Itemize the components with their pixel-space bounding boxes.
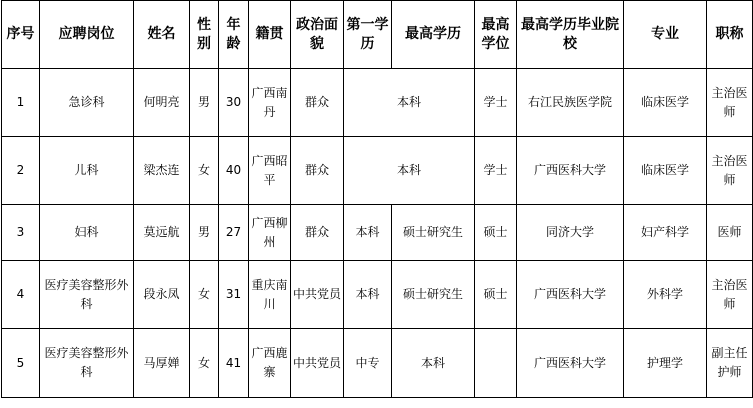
- header-seq: 序号: [2, 1, 40, 69]
- cell-political: 群众: [291, 69, 344, 137]
- cell-title: 医师: [707, 205, 753, 261]
- cell-school: 广西医科大学: [517, 137, 624, 205]
- cell-seq: 4: [2, 261, 40, 329]
- cell-education: 本科: [344, 69, 475, 137]
- cell-education: 本科: [344, 137, 475, 205]
- header-school: 最高学历毕业院校: [517, 1, 624, 69]
- cell-age: 30: [219, 69, 249, 137]
- cell-highest-edu: 硕士研究生: [392, 205, 475, 261]
- header-age: 年龄: [219, 1, 249, 69]
- cell-political: 中共党员: [291, 261, 344, 329]
- cell-age: 27: [219, 205, 249, 261]
- cell-origin: 重庆南川: [249, 261, 291, 329]
- cell-title: 主治医师: [707, 69, 753, 137]
- header-row: [2, 1, 753, 69]
- cell-major: 临床医学: [624, 137, 707, 205]
- cell-major: 护理学: [624, 329, 707, 398]
- cell-degree: 硕士: [475, 261, 517, 329]
- cell-degree: [475, 329, 517, 398]
- header-highest-edu: 最高学历: [392, 1, 475, 69]
- cell-age: 40: [219, 137, 249, 205]
- cell-degree: 学士: [475, 137, 517, 205]
- cell-school: 同济大学: [517, 205, 624, 261]
- header-political: 政治面貌: [291, 1, 344, 69]
- cell-political: 群众: [291, 205, 344, 261]
- cell-origin: 广西昭平: [249, 137, 291, 205]
- table-row: [2, 205, 753, 261]
- cell-title: 主治医师: [707, 261, 753, 329]
- cell-major: 外科学: [624, 261, 707, 329]
- cell-title: 副主任护师: [707, 329, 753, 398]
- header-name: 姓名: [134, 1, 190, 69]
- cell-major: 临床医学: [624, 69, 707, 137]
- cell-position: 儿科: [40, 137, 134, 205]
- cell-title: 主治医师: [707, 137, 753, 205]
- cell-political: 中共党员: [291, 329, 344, 398]
- cell-school: 广西医科大学: [517, 261, 624, 329]
- cell-first-edu: 本科: [344, 261, 392, 329]
- cell-gender: 女: [190, 137, 219, 205]
- cell-first-edu: 本科: [344, 205, 392, 261]
- cell-position: 妇科: [40, 205, 134, 261]
- cell-position: 急诊科: [40, 69, 134, 137]
- cell-degree: 硕士: [475, 205, 517, 261]
- header-gender: 性别: [190, 1, 219, 69]
- header-major: 专业: [624, 1, 707, 69]
- cell-gender: 女: [190, 261, 219, 329]
- table-row: [2, 137, 753, 205]
- cell-name: 马厚婵: [134, 329, 190, 398]
- cell-seq: 1: [2, 69, 40, 137]
- cell-name: 段永凤: [134, 261, 190, 329]
- cell-gender: 女: [190, 329, 219, 398]
- header-position: 应聘岗位: [40, 1, 134, 69]
- cell-highest-edu: 硕士研究生: [392, 261, 475, 329]
- cell-name: 梁杰连: [134, 137, 190, 205]
- cell-school: 右江民族医学院: [517, 69, 624, 137]
- table-row: [2, 261, 753, 329]
- table-row: [2, 329, 753, 398]
- cell-position: 医疗美容整形外科: [40, 261, 134, 329]
- header-highest-degree: 最高学位: [475, 1, 517, 69]
- cell-major: 妇产科学: [624, 205, 707, 261]
- cell-age: 41: [219, 329, 249, 398]
- cell-gender: 男: [190, 69, 219, 137]
- cell-political: 群众: [291, 137, 344, 205]
- cell-seq: 5: [2, 329, 40, 398]
- cell-age: 31: [219, 261, 249, 329]
- cell-origin: 广西柳州: [249, 205, 291, 261]
- cell-position: 医疗美容整形外科: [40, 329, 134, 398]
- cell-first-edu: 中专: [344, 329, 392, 398]
- candidate-roster-table: [1, 0, 753, 398]
- cell-origin: 广西南丹: [249, 69, 291, 137]
- cell-seq: 3: [2, 205, 40, 261]
- cell-degree: 学士: [475, 69, 517, 137]
- cell-school: 广西医科大学: [517, 329, 624, 398]
- table-row: [2, 69, 753, 137]
- header-first-edu: 第一学历: [344, 1, 392, 69]
- cell-gender: 男: [190, 205, 219, 261]
- cell-name: 莫远航: [134, 205, 190, 261]
- header-origin: 籍贯: [249, 1, 291, 69]
- cell-name: 何明亮: [134, 69, 190, 137]
- header-title: 职称: [707, 1, 753, 69]
- cell-highest-edu: 本科: [392, 329, 475, 398]
- cell-origin: 广西鹿寨: [249, 329, 291, 398]
- cell-seq: 2: [2, 137, 40, 205]
